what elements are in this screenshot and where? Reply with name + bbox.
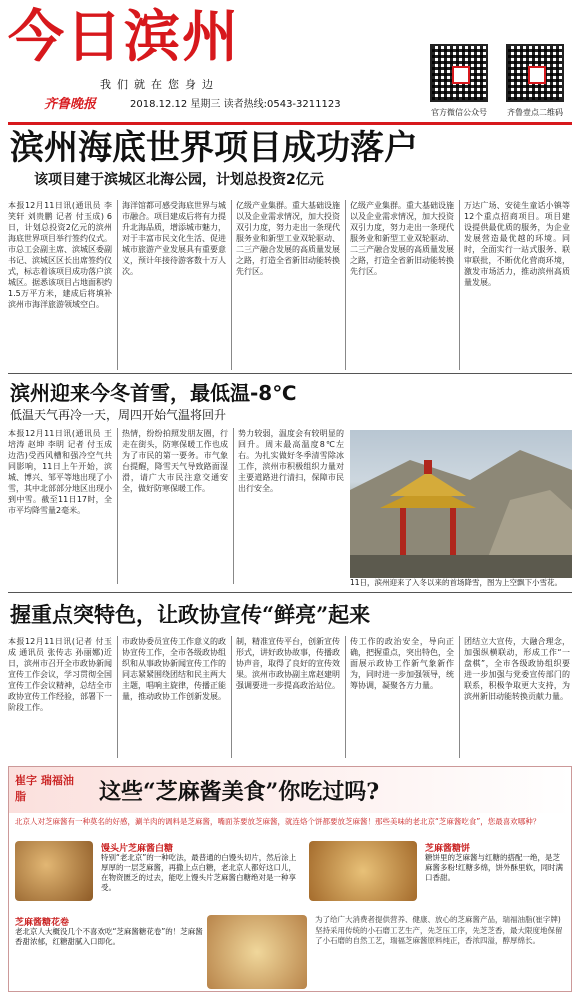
item3-text: 老北京人大概没几个不喜欢吃“芝麻酱糖花卷”的！芝麻酱香甜浓郁，红糖甜腻入口即化。: [15, 927, 203, 946]
slogan: 我们就在您身边: [100, 78, 219, 91]
column-rule: [345, 200, 346, 370]
ad-intro: 北京人对芝麻酱有一种莫名的好感，涮羊肉的调料是芝麻酱，嘴面茶要放芝麻酱，就连烙个饼都要放芝麻酱！那些美味的老北京“芝麻酱吃食”，您最喜欢哪种？: [15, 817, 541, 826]
column-rule: [345, 636, 346, 758]
story2-column-1: 本报12月11日讯(通讯员 王培涛 赵坤 李明 记者 付玉成 边浩)受西风槽和强冷空气共同影响，11日上午开始，滨城、博兴、邹平等地出现了小雪，其中北部部分地区出现小到中雪。截至11日17时，全市平均降雪量2毫米。: [8, 429, 112, 515]
snow-pavilion-photo: [350, 430, 572, 578]
story2-column-3: 势力较弱，温度会有较明显的回升。周末最高温度8℃左右。为扎实做好冬季清雪除冰工作，滨州市积极组织力量对主要道路进行清扫，保障市民出行安全。: [238, 429, 344, 493]
ad-footer: 为了给广大消费者提供营养、健康、放心的芝麻酱产品，瑞福油脂(崔字牌)坚持采用传统的小石磨工艺生产，先芝压工序，先芝芝香，最大限度地保留了小石磨的自然工艺，瑞福芝麻酱原料纯正，香浓四溢，醇厚绵长。: [315, 915, 563, 945]
pavilion-illustration: [350, 430, 572, 578]
story2-column-2: 热情，纷纷拍照发朋友圈，行走在街头，防寒保暖工作也成为了市民的第一要务。市气象台提醒，降雪天气导致路面湿滑，请广大市民注意交通安全，做好防寒保暖工作。: [122, 429, 228, 493]
story3-column-2: 市政协委员宣传工作意义的政协宣传工作，全市各级政协组织和从事政协新闻宣传工作的同志紧紧围绕团结和民主两大主题，唱响主旋律，传播正能量，推动政协工作创新发展。: [122, 637, 226, 701]
story2-headline: 滨州迎来今冬首雪，最低温-8℃: [10, 381, 297, 405]
masthead-divider: [8, 122, 572, 125]
ad-brand: 崔字 瑞福油脂: [15, 774, 74, 803]
column-rule: [459, 200, 460, 370]
column-rule: [117, 636, 118, 758]
story1-headline: 滨州海底世界项目成功落户: [10, 128, 418, 168]
column-rule: [231, 636, 232, 758]
story2-subhead: 低温天气再冷一天，周四开始气温将回升: [10, 408, 227, 422]
newspaper-logo: 今日滨州: [8, 4, 240, 70]
column-rule: [231, 200, 232, 370]
story3-column-3: 制，精准宣传平台，创新宣传形式，讲好政协故事，传播政协声音，取得了良好的宣传效果。滨州市政协副主席赵建明强调要进一步提高政治站位。: [236, 637, 340, 690]
ad-headline: 这些“芝麻酱美食”你吃过吗?: [99, 779, 380, 805]
item2-text: 糖饼里的芝麻酱与红糖的搭配一绝，是芝麻酱多粉!红糖多绵，饼外酥里软，同时满口香甜。: [425, 853, 564, 882]
qr-caption-app: 齐鲁壹点二维码: [507, 108, 563, 117]
story3-column-5: 团结立大宣传，大融合理念，加强纵横联动，形成工作“一盘棋”，全市各级政协组织要进一步加强与党委宣传部门的联系，积极争取更大支持，为滨州新旧动能转换贡献力量。: [464, 637, 570, 701]
story1-column-3: 亿级产业集群。重大基础设施以及企业需求情况，加大投资双引力度，努力走出一条现代服务业和新型工业双轮驱动、二三产融合发展的高质量发展之路，打造全省新旧动能转换先行区。: [236, 201, 340, 276]
qr-code-icon: [506, 44, 564, 102]
flower-roll-photo: [207, 915, 307, 989]
column-rule: [117, 200, 118, 370]
column-rule: [459, 636, 460, 758]
item1-text: 特别“老北京”的一种吃法，最普通的白馒头切片，然后涂上厚厚的一层芝麻酱，再撒上点白糖，老北京人都好这口儿，在物资匮乏的过去，能吃上馒头片芝麻酱白糖绝对是一种享受。: [101, 853, 297, 892]
story1-column-5: 万达广场、安徒生童话小镇等12个重点招商项目。项目建设提供最优质的服务，为企业发展营造最优越的环境。同时，全面实行一站式服务、联审联批，不断优化营商环境，激发市场活力，推动滨州高质量发展。: [464, 201, 570, 287]
item2-title: 芝麻酱糖饼: [425, 844, 471, 854]
sesame-ad: [8, 766, 572, 992]
photo-caption: 11日，滨州迎来了入冬以来的首场降雪，图为上空飘下小雪花。: [350, 578, 563, 587]
mantou-photo: [15, 841, 93, 901]
column-rule: [117, 428, 118, 584]
story3-headline: 握重点突特色，让政协宣传“鲜亮”起来: [10, 602, 371, 627]
paper-name: 齐鲁晚报: [44, 97, 97, 112]
story1-column-2: 海洋馆都可感受海底世界与城市融合。项目建成后将有力提升北海品质，增添城市魅力，对于丰富市民文化生活、促进城市旅游产业发展具有重要意义，预计年接待游客数十万人次。: [122, 201, 226, 276]
story1-subhead: 该项目建于滨城区北海公园，计划总投资2亿元: [34, 172, 324, 188]
qr-code-icon: [430, 44, 488, 102]
story1-column-1: 本报12月11日讯(通讯员 李笑轩 刘贵鹏 记者 付玉成) 6日，计划总投资2亿元的滨州海底世界项目举行签约仪式。市总工会副主席、滨城区委副书记、滨城区区长出席签约仪式，标志着该项目成功落户滨城区。据悉该项目占地面积约1.5万平方米，建成后将填补滨州市海洋旅游领域空白。: [8, 201, 112, 309]
section-divider: [8, 373, 572, 374]
qr-caption-wechat: 官方微信公众号: [431, 108, 487, 117]
story1-column-4: 亿级产业集群。重大基础设施以及企业需求情况，加大投资双引力度，努力走出一条现代服务业和新型工业双轮驱动、二三产融合发展的高质量发展之路，打造全省新旧动能转换先行区。: [350, 201, 454, 276]
column-rule: [233, 428, 234, 584]
section-divider: [8, 592, 572, 593]
item3-title: 芝麻酱糖花卷: [15, 918, 70, 928]
item1-title: 馒头片芝麻酱白糖: [101, 844, 174, 854]
sesame-pancake-photo: [309, 841, 417, 901]
dateline: 2018.12.12 星期三 读者热线:0543-3211123: [130, 99, 341, 110]
story3-column-1: 本报12月11日讯(记者 付玉成 通讯员 张传志 孙丽娜)近日，滨州市召开全市政协新闻宣传工作会议，学习贯彻全国宣传工作会议精神，总结全市政协宣传工作经验，部署下一阶段工作。: [8, 637, 112, 712]
story3-column-4: 传工作的政治安全，导向正确，把握重点，突出特色，全面展示政协工作新气象新作为，同时进一步加强领导，统筹协调，凝聚各方力量。: [350, 637, 454, 690]
